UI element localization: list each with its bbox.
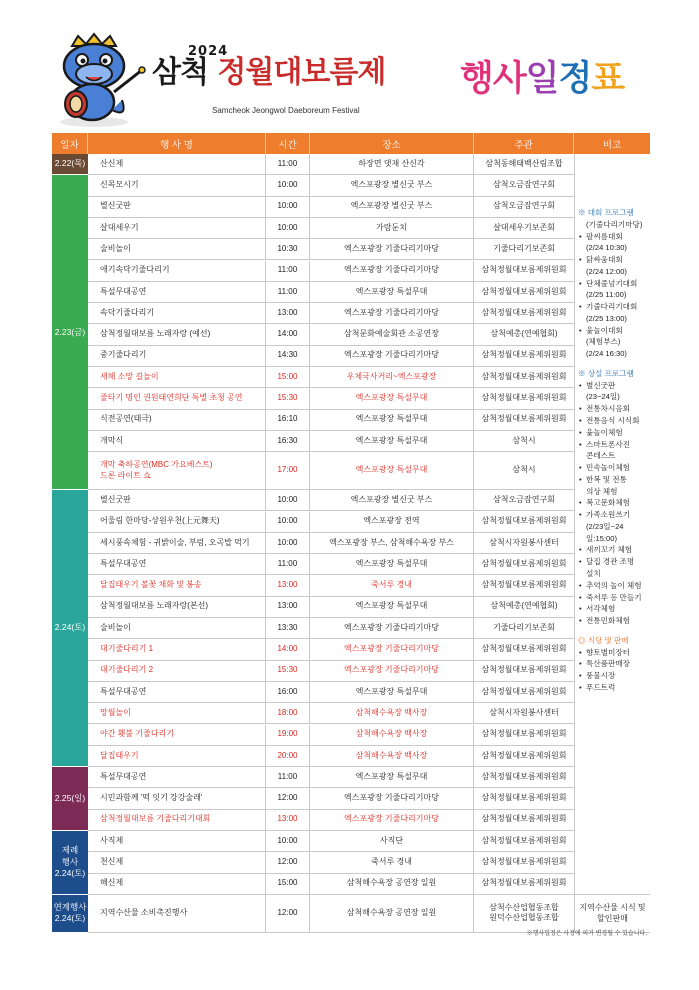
event-time: 16:30 xyxy=(266,431,310,451)
event-time: 14:00 xyxy=(266,639,310,659)
event-time: 10:00 xyxy=(266,197,310,217)
event-name: 특설무대공연 xyxy=(88,282,266,302)
last-note: 지역수산물 시식 및 할인판매 xyxy=(574,895,650,933)
event-time: 11:00 xyxy=(266,154,310,174)
event-place: 엑스포광장 기줄다리기마당 xyxy=(310,810,474,830)
header-time: 시간 xyxy=(266,133,310,154)
event-place: 엑스포광장 전역 xyxy=(310,512,474,532)
event-name: 망월놀이 xyxy=(88,703,266,723)
event-place: 삼척해수욕장 공연장 일원 xyxy=(310,895,474,932)
event-host: 기줄다리기보존회 xyxy=(493,622,555,632)
header-notes: 비고 xyxy=(602,139,622,151)
event-time: 10:30 xyxy=(266,239,310,259)
table-row xyxy=(88,618,574,639)
table-row xyxy=(88,282,574,303)
festival-year: 2024 xyxy=(188,44,229,59)
event-time: 16:00 xyxy=(266,682,310,702)
table-row xyxy=(88,831,574,852)
event-place: 하장면 댓재 산신각 xyxy=(310,154,474,174)
event-host: 삼척오금잠연구회 xyxy=(493,180,555,190)
table-row xyxy=(88,175,574,196)
event-host: 삼척시 xyxy=(512,465,536,475)
table-row xyxy=(88,661,574,682)
event-time: 20:00 xyxy=(266,746,310,766)
table-row xyxy=(88,218,574,239)
event-host: 삼척예총(연예협회) xyxy=(490,601,558,611)
note-item-cont: 설치 xyxy=(586,568,601,578)
event-place: 엑스포광장 특설무대 xyxy=(310,282,474,302)
table-row xyxy=(88,512,574,533)
table-row xyxy=(88,324,574,345)
event-time: 13:00 xyxy=(266,303,310,323)
note-item: • 새끼꼬기 체험 xyxy=(578,544,650,556)
event-name: 신목모시기 xyxy=(88,175,266,195)
event-host: 삼척정월대보름제위원회 xyxy=(481,516,567,526)
event-host: 삼척정월대보름제위원회 xyxy=(481,857,567,867)
event-host: 삼척정월대보름제위원회 xyxy=(481,580,567,590)
table-row xyxy=(88,410,574,431)
note-item: • 스마트폰사진 xyxy=(578,439,650,451)
event-name: 해신제 xyxy=(88,874,266,894)
event-name: 특설무대공연 xyxy=(88,767,266,787)
schedule-title-char: 일 xyxy=(525,59,559,99)
event-host: 삼척정월대보름제위원회 xyxy=(481,750,567,760)
event-name: 식전공연(태극) xyxy=(88,410,266,430)
table-row xyxy=(88,597,574,618)
event-time: 10:00 xyxy=(266,533,310,553)
schedule-title-char: 행 xyxy=(460,59,493,99)
event-place: 삼척해수욕장 백사장 xyxy=(310,746,474,766)
note-item-cont: (2/25 13:00) xyxy=(586,313,627,323)
table-row xyxy=(88,490,574,511)
event-name: 달집태우기 xyxy=(88,746,266,766)
table-row xyxy=(88,639,574,660)
note-item-cont: (2/24 12:00) xyxy=(586,266,627,276)
date-cell: 2.25(일) xyxy=(52,767,88,831)
event-host: 삼척정월대보름제위원회 xyxy=(481,771,567,781)
schedule-title-char: 사 xyxy=(492,59,526,99)
date-cell: 2.23(금) xyxy=(52,175,88,490)
event-name: 속닥기줄다리기 xyxy=(88,303,266,323)
note-item-cont: (2/25 11:00) xyxy=(586,290,627,300)
notes-column xyxy=(574,154,650,895)
table-row xyxy=(88,575,574,596)
event-host: 삼척정월대보름제위원회 xyxy=(481,793,567,803)
note-item: • 윷놀이체험 xyxy=(578,427,650,439)
event-place: 엑스포광장 특설무대 xyxy=(310,767,474,787)
event-time: 10:00 xyxy=(266,490,310,510)
event-host: 삼척시자원봉사센터 xyxy=(489,537,559,547)
note-gap xyxy=(578,627,650,635)
note-item: • 죽서루 등 만들기 xyxy=(578,592,650,604)
event-time: 12:00 xyxy=(266,852,310,872)
event-time: 14:30 xyxy=(266,346,310,366)
event-host: 삼척정월대보름제위원회 xyxy=(481,665,567,675)
table-row xyxy=(88,746,574,767)
event-name: 애기속닥기줄다리기 xyxy=(88,261,266,281)
event-host: 삼척정월대보름제위원회 xyxy=(481,371,567,381)
event-name: 삼척정월대보름 기줄다리기대회 xyxy=(88,810,266,830)
note-item: • 푸드트럭 xyxy=(578,682,650,694)
note-item-cont: (2/24 16:30) xyxy=(586,349,627,359)
note-item-cont: (2/24 10:30) xyxy=(586,243,627,253)
event-place: 사직단 xyxy=(310,831,474,851)
note-subtitle: (기줄다리기마당) xyxy=(586,219,643,229)
note-item: • 기줄다리기대회 xyxy=(578,301,650,313)
event-name: 야간 횃불 기줄다리기 xyxy=(88,725,266,745)
event-time: 13:30 xyxy=(266,618,310,638)
table-row xyxy=(88,852,574,873)
event-name: 시민과함께 '떡 잇기 강강술래' xyxy=(88,788,266,808)
event-place: 엑스포광장 기줄다리기마당 xyxy=(310,261,474,281)
event-place: 삼척문화예술회관 소공연장 xyxy=(310,324,474,344)
note-item: • 민속놀이체험 xyxy=(578,462,650,474)
note-item: • 닭싸움대회 xyxy=(578,254,650,266)
event-name: 별신굿판 xyxy=(88,197,266,217)
note-item: • 서각체험 xyxy=(578,603,650,615)
event-host: 삼척정월대보름제위원회 xyxy=(481,835,567,845)
note-item: • 별신굿판 xyxy=(578,380,650,392)
note-section-title: ※ 대회 프로그램 xyxy=(578,208,634,217)
event-time: 17:00 xyxy=(266,452,310,489)
mascot-illustration xyxy=(38,30,150,130)
event-time: 15:30 xyxy=(266,661,310,681)
table-row xyxy=(88,239,574,260)
table-row xyxy=(88,767,574,788)
date-cell: 제례 행사 2.24(토) xyxy=(52,831,88,895)
event-host: 삼척정월대보름제위원회 xyxy=(481,265,567,275)
event-time: 11:00 xyxy=(266,554,310,574)
table-row xyxy=(88,874,574,895)
event-place: 엑스포광장 특설무대 xyxy=(310,682,474,702)
note-item: • 추억의 놀이 체험 xyxy=(578,580,650,592)
header-date: 일자 xyxy=(52,133,88,154)
event-time: 16:10 xyxy=(266,410,310,430)
header-event: 행 사 명 xyxy=(88,133,266,154)
note-item: • 복고문화체험 xyxy=(578,497,650,509)
table-row xyxy=(88,154,574,175)
schedule-title-char: 정 xyxy=(558,59,592,99)
table-row xyxy=(88,388,574,409)
note-item: • 전통차시음회 xyxy=(578,403,650,415)
note-item: • 풍물시장 xyxy=(578,670,650,682)
event-time: 11:00 xyxy=(266,767,310,787)
table-row xyxy=(88,682,574,703)
event-place: 엑스포광장 별신굿 부스 xyxy=(310,197,474,217)
header-place: 장소 xyxy=(310,133,474,154)
event-name: 대기줄다리기 1 xyxy=(88,639,266,659)
event-name: 대기줄다리기 2 xyxy=(88,661,266,681)
footnote: ※행사일정은 사정에 의거 변경될 수 있습니다. xyxy=(526,931,647,937)
event-place: 엑스포광장 기줄다리기마당 xyxy=(310,346,474,366)
festival-title-city: 삼척 xyxy=(152,55,208,90)
note-item: • 단체줄넘기대회 xyxy=(578,278,650,290)
event-name: 지역수산물 소비촉진행사 xyxy=(88,895,266,932)
event-place: 엑스포광장 별신굿 부스 xyxy=(310,175,474,195)
event-place: 엑스포광장 기줄다리기마당 xyxy=(310,239,474,259)
event-host: 삼척정월대보름제위원회 xyxy=(481,307,567,317)
event-place: 엑스포광장 특설무대 xyxy=(310,431,474,451)
event-host: 삼척예총(연예협회) xyxy=(490,329,558,339)
event-place: 엑스포광장 기줄다리기마당 xyxy=(310,618,474,638)
event-host: 삼척정월대보름제위원회 xyxy=(481,350,567,360)
event-host: 삼척시 xyxy=(512,435,536,445)
table-row xyxy=(88,554,574,575)
event-name: 술비놀이 xyxy=(88,239,266,259)
event-time: 15:30 xyxy=(266,388,310,408)
event-place: 엑스포광장 특설무대 xyxy=(310,388,474,408)
event-host: 삼척시자원봉사센터 xyxy=(489,707,559,717)
note-item: • 전통민화체험 xyxy=(578,615,650,627)
event-name: 중기줄다리기 xyxy=(88,346,266,366)
table-row xyxy=(88,810,574,831)
note-item-cont: (체험부스) xyxy=(586,337,621,347)
note-item-cont: 콘테스트 xyxy=(586,451,616,461)
note-item: • 달집 경관 조명 xyxy=(578,556,650,568)
event-name: 특설무대공연 xyxy=(88,554,266,574)
event-name: 달집태우기 볼꽃 채화 및 봉송 xyxy=(88,575,266,595)
event-place: 엑스포광장 특설무대 xyxy=(310,452,474,489)
event-place: 엑스포광장 기줄다리기마당 xyxy=(310,639,474,659)
event-time: 11:00 xyxy=(266,282,310,302)
table-row xyxy=(88,431,574,452)
event-host: 살대세우기보존회 xyxy=(493,222,555,232)
event-name: 개막식 xyxy=(88,431,266,451)
event-name: 살대세우기 xyxy=(88,218,266,238)
event-host: 삼척정월대보름제위원회 xyxy=(481,414,567,424)
event-host: 삼척정월대보름제위원회 xyxy=(481,729,567,739)
event-place: 죽서루 경내 xyxy=(310,575,474,595)
event-name: 새해 소망 길놀이 xyxy=(88,367,266,387)
note-item: • 특산품판매장 xyxy=(578,658,650,670)
event-name: 산신제 xyxy=(88,154,266,174)
schedule-title xyxy=(460,59,625,99)
event-host: 삼척정월대보름제위원회 xyxy=(481,393,567,403)
event-time: 13:00 xyxy=(266,597,310,617)
event-host: 삼척동해태백산림조합 xyxy=(485,158,563,168)
event-name: 별신굿판 xyxy=(88,490,266,510)
event-place: 엑스포광장 기줄다리기마당 xyxy=(310,788,474,808)
event-place: 엑스포광장 특설무대 xyxy=(310,410,474,430)
event-place: 엑스포광장 부스, 삼척해수욕장 부스 xyxy=(310,533,474,553)
event-name: 세시풍속체험 - 귀밝이술, 부럼, 오곡밥 먹기 xyxy=(88,533,266,553)
event-place: 삼척해수욕장 공연장 일원 xyxy=(310,874,474,894)
event-host: 삼척정월대보름제위원회 xyxy=(481,686,567,696)
note-item: • 가족소원쓰기 xyxy=(578,509,650,521)
event-host: 삼척정월대보름제위원회 xyxy=(481,814,567,824)
event-time: 12:00 xyxy=(266,895,310,932)
schedule-title-char: 표 xyxy=(591,59,625,99)
table-row xyxy=(88,346,574,367)
event-name: 삼척정월대보름 노래자랑(본선) xyxy=(88,597,266,617)
date-cell: 2.22(목) xyxy=(52,154,88,175)
header-host: 주관 xyxy=(474,133,574,154)
event-name: 특설무대공연 xyxy=(88,682,266,702)
festival-subtitle: Samcheok Jeongwol Daeboreum Festival xyxy=(212,106,360,115)
event-time: 10:00 xyxy=(266,218,310,238)
event-name: 개막 축하공연(MBC 가요베스트) 드론 라이트 쇼 xyxy=(88,452,266,489)
note-section-title: ◎ 식당 및 판매 xyxy=(578,635,629,645)
event-place: 엑스포광장 특설무대 xyxy=(310,554,474,574)
event-host: 삼척수산업협동조합 원덕수산업협동조합 xyxy=(489,902,559,923)
event-time: 10:00 xyxy=(266,831,310,851)
date-cell: 연계행사 2.24(토) xyxy=(52,895,88,933)
event-time: 19:00 xyxy=(266,725,310,745)
table-row xyxy=(88,367,574,388)
table-row xyxy=(88,533,574,554)
event-name: 술비놀이 xyxy=(88,618,266,638)
note-item: • 한복 및 전통 xyxy=(578,474,650,486)
note-item: • 팔씨름대회 xyxy=(578,231,650,243)
event-place: 삼척해수욕장 백사장 xyxy=(310,703,474,723)
table-row xyxy=(88,703,574,724)
date-cell: 2.24(토) xyxy=(52,490,88,767)
event-host: 기줄다리기보존회 xyxy=(493,243,555,253)
event-place: 우체국사거리~엑스포광장 xyxy=(310,367,474,387)
note-item-cont: (2/23일~24일:15:00) xyxy=(586,521,624,543)
note-item: • 전통음식 시식회 xyxy=(578,415,650,427)
event-name: 천신제 xyxy=(88,852,266,872)
table-row xyxy=(88,725,574,746)
table-row xyxy=(88,895,574,933)
event-host: 삼척정월대보름제위원회 xyxy=(481,878,567,888)
event-name: 어울림 한마당-상원우천(上元舞天) xyxy=(88,512,266,532)
event-place: 엑스포광장 기줄다리기마당 xyxy=(310,661,474,681)
event-time: 14:00 xyxy=(266,324,310,344)
event-name: 사직제 xyxy=(88,831,266,851)
event-host: 삼척오금잠연구회 xyxy=(493,494,555,504)
event-time: 12:00 xyxy=(266,788,310,808)
event-host: 삼척정월대보름제위원회 xyxy=(481,558,567,568)
note-section-title: ※ 상설 프로그램 xyxy=(578,368,634,378)
event-time: 13:00 xyxy=(266,810,310,830)
note-item: • 향토별미장터 xyxy=(578,647,650,659)
festival-title-name: 정월대보름제 xyxy=(217,55,386,90)
table-body xyxy=(52,154,650,923)
festival-title xyxy=(152,55,386,90)
note-gap xyxy=(578,360,650,368)
event-time: 13:00 xyxy=(266,575,310,595)
table-row xyxy=(88,261,574,282)
event-place: 엑스포광장 특설무대 xyxy=(310,597,474,617)
event-time: 10:00 xyxy=(266,512,310,532)
event-time: 15:00 xyxy=(266,874,310,894)
table-header xyxy=(52,133,650,154)
event-name: 삼척정월대보름 노래자랑 (예선) xyxy=(88,324,266,344)
event-host: 삼척정월대보름제위원회 xyxy=(481,644,567,654)
table-row xyxy=(88,788,574,809)
table-row xyxy=(88,303,574,324)
event-place: 삼척해수욕장 백사장 xyxy=(310,725,474,745)
event-time: 15:00 xyxy=(266,367,310,387)
event-host: 삼척오금잠연구회 xyxy=(493,201,555,211)
event-time: 18:00 xyxy=(266,703,310,723)
note-item: • 윷놀이대회 xyxy=(578,325,650,337)
table-row xyxy=(88,197,574,218)
event-place: 죽서루 경내 xyxy=(310,852,474,872)
event-place: 가람둔치 xyxy=(310,218,474,238)
event-name: 줄타기 명인 권원태연희단 특별 초청 공연 xyxy=(88,388,266,408)
note-item-cont: 의상 체험 xyxy=(586,486,618,496)
table-row xyxy=(88,452,574,490)
event-time: 11:00 xyxy=(266,261,310,281)
event-host: 삼척정월대보름제위원회 xyxy=(481,286,567,296)
event-time: 10:00 xyxy=(266,175,310,195)
note-item-cont: (23~24일) xyxy=(586,392,620,402)
event-place: 엑스포광장 별신굿 부스 xyxy=(310,490,474,510)
event-place: 엑스포광장 기줄다리기마당 xyxy=(310,303,474,323)
